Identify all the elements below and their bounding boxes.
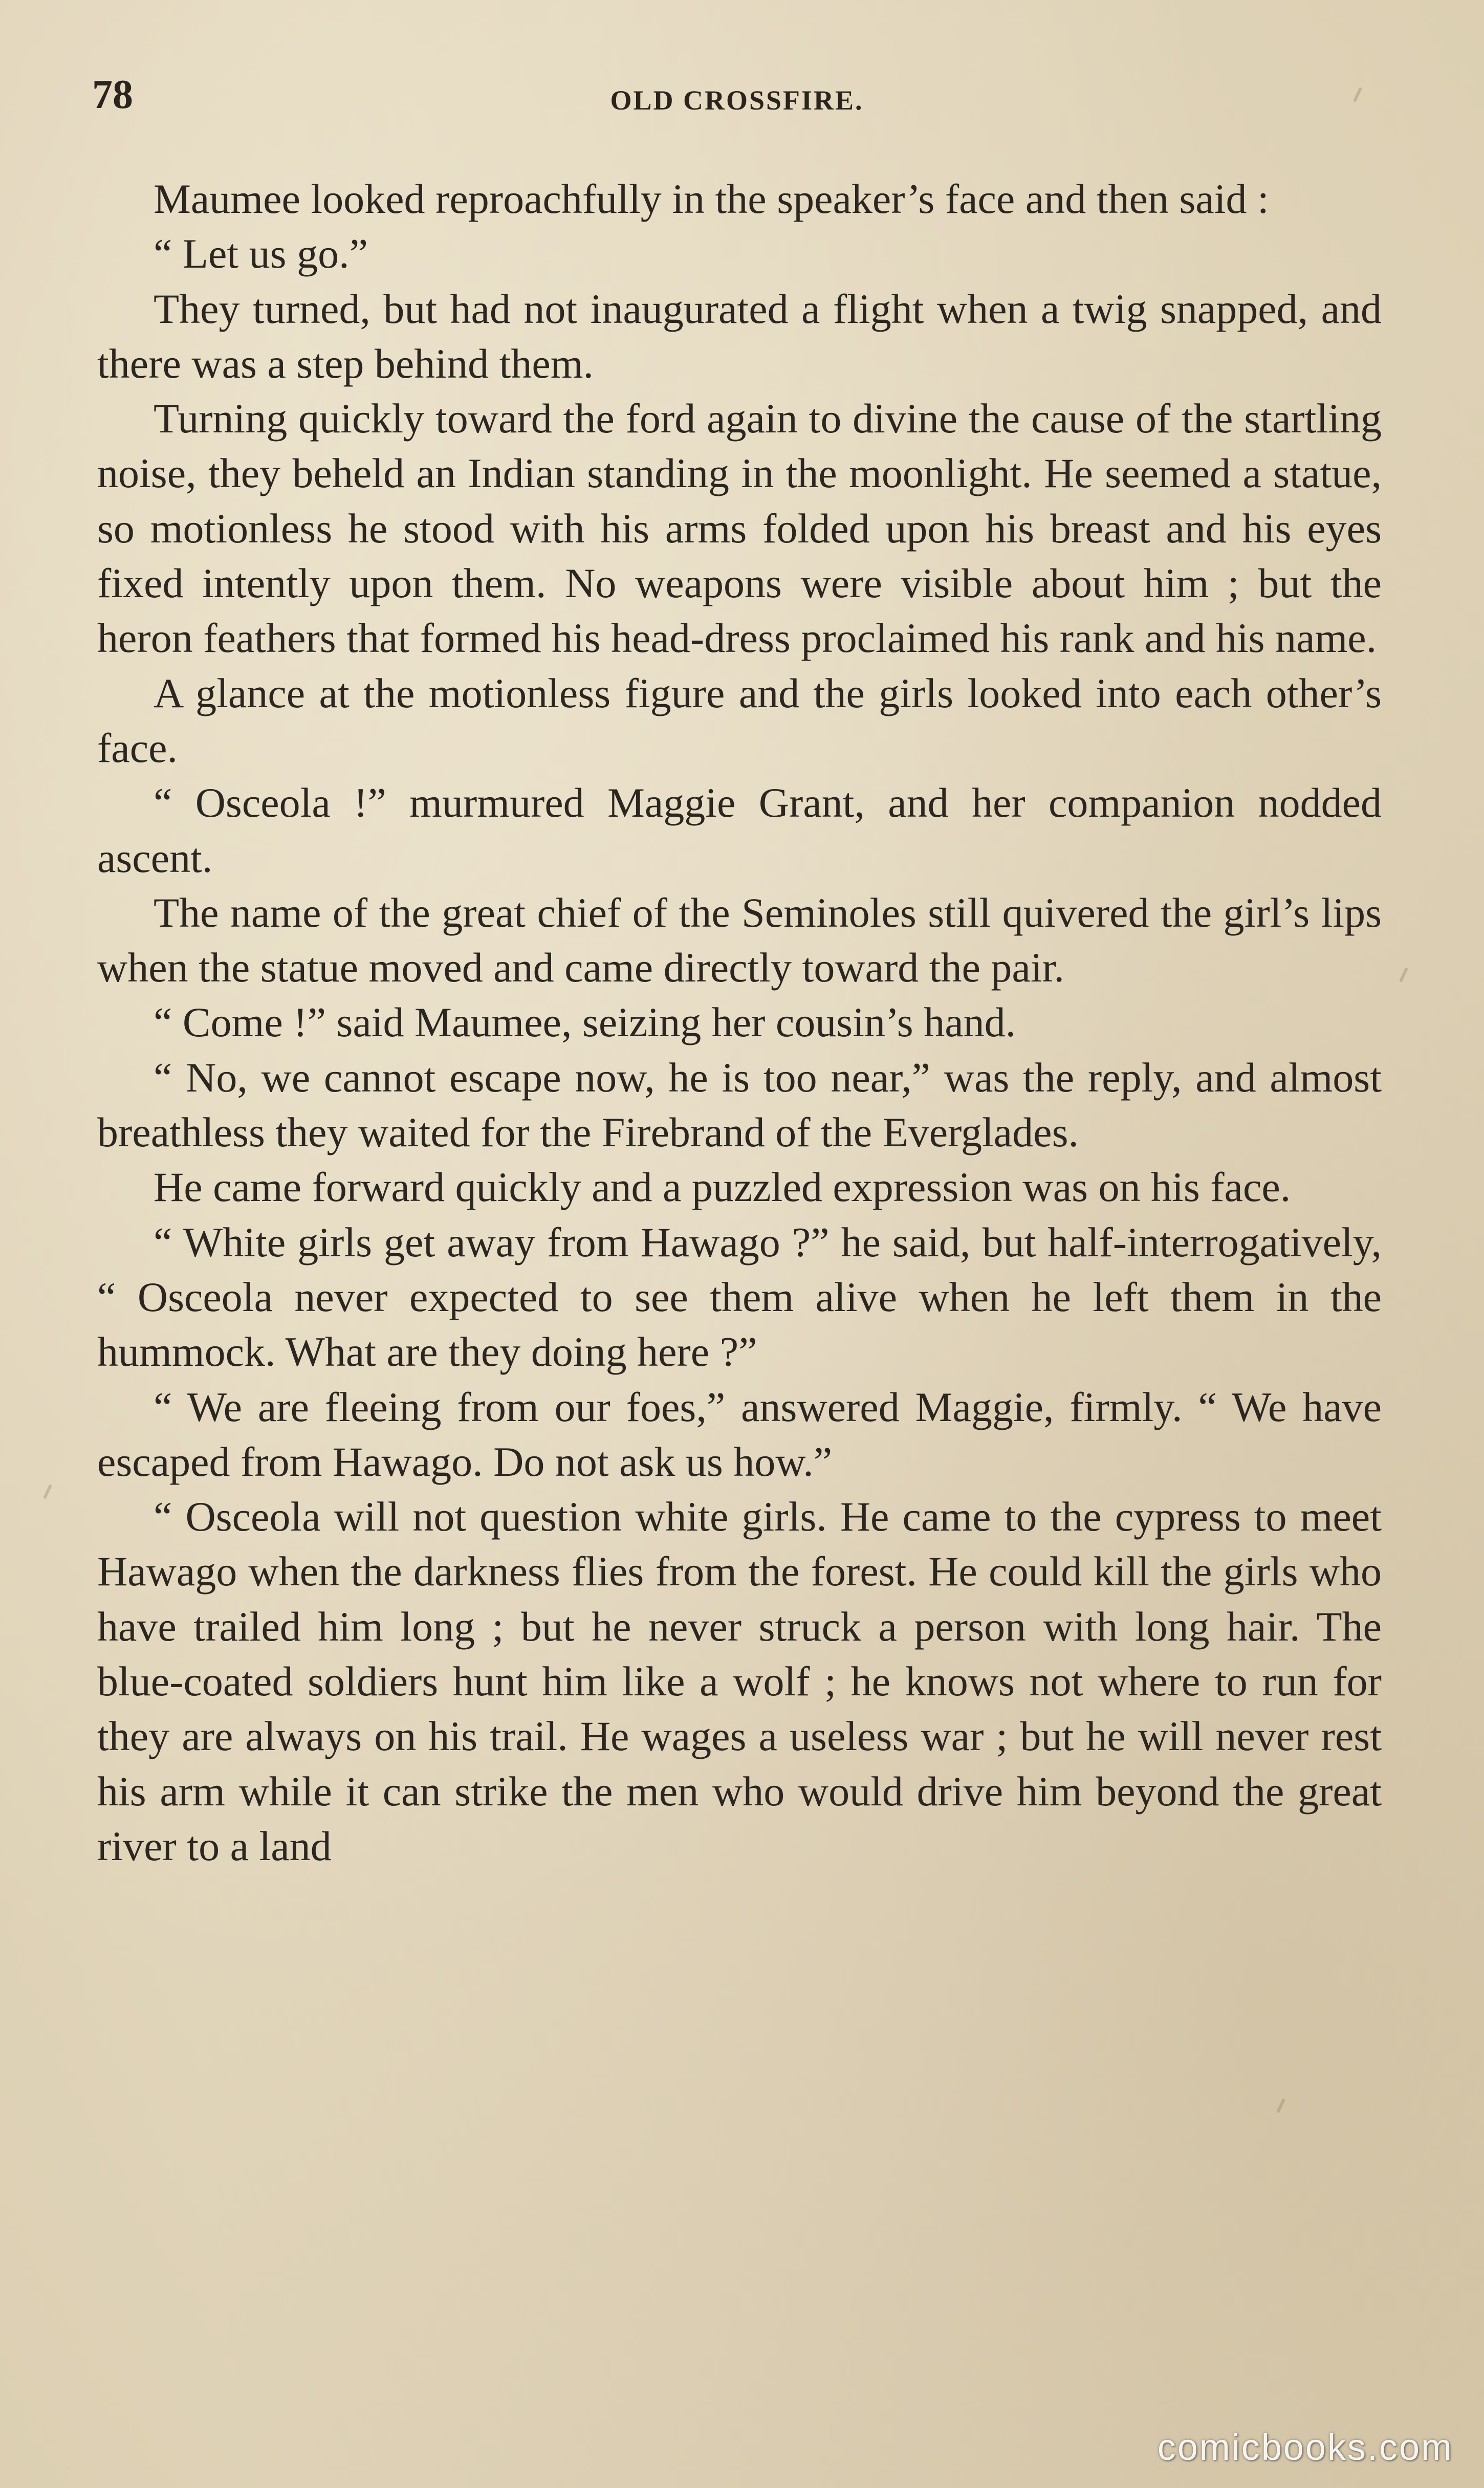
paragraph: “ We are fleeing from our foes,” answered Maggie, firmly. “ We have escaped from Hawago. Do not ask us how.” xyxy=(97,1383,1382,1485)
paragraph: “ Osceola !” murmured Maggie Grant, and her companion nodded ascent. xyxy=(97,779,1382,881)
page-number: 78 xyxy=(92,72,133,117)
paragraph: The name of the great chief of the Seminoles still quivered the girl’s lips when the statue moved and came directly toward the pair. xyxy=(97,889,1382,991)
paragraph: “ Let us go.” xyxy=(154,230,368,277)
paragraph: They turned, but had not inaugurated a flight when a twig snapped, and there was a step behind them. xyxy=(97,285,1382,387)
body-text xyxy=(97,171,1382,1873)
paragraph: He came forward quickly and a puzzled expression was on his face. xyxy=(154,1164,1291,1211)
paper-fleck xyxy=(43,1484,52,1499)
paragraph: Maumee looked reproachfully in the speaker’s face and then said : xyxy=(154,176,1269,222)
paragraph: “ White girls get away from Hawago ?” he said, but half-interrogatively, “ Osceola never expected to see them alive when he left them in the hummock. What are they doing here ?” xyxy=(97,1218,1382,1376)
watermark: comicbooks.com xyxy=(1157,2427,1453,2468)
paragraph: “ No, we cannot escape now, he is too near,” was the reply, and almost breathless they waited for the Firebrand of the Everglades. xyxy=(97,1054,1382,1156)
paper-fleck xyxy=(1399,967,1408,983)
paragraph: Turning quickly toward the ford again to divine the cause of the startling noise, they beheld an Indian standing in the moonlight. He seemed a statue, so motionless he stood with his arms folded upon his breast and his eyes fixed intently upon them. No weapons were visible about him ; but the heron feathers that formed his head-dress proclaimed his rank and his name. xyxy=(97,395,1382,662)
page-header xyxy=(92,67,1382,123)
paragraph: A glance at the motionless figure and the girls looked into each other’s face. xyxy=(97,669,1382,771)
running-title: OLD CROSSFIRE. xyxy=(610,85,864,116)
paper-fleck xyxy=(1276,2098,1285,2113)
paragraph: “ Come !” said Maumee, seizing her cousin’s hand. xyxy=(154,999,1016,1046)
paragraph: “ Osceola will not question white girls. He came to the cypress to meet Hawago when the darkness flies from the forest. He could kill the girls who have trailed him long ; but he never struck a person with long hair. The blue-coated soldiers hunt him like a wolf ; he knows not where to run for they are always on his trail. He wages a useless war ; but he will never rest his arm while it can strike the men who would drive him beyond the great river to a land xyxy=(97,1493,1382,1869)
